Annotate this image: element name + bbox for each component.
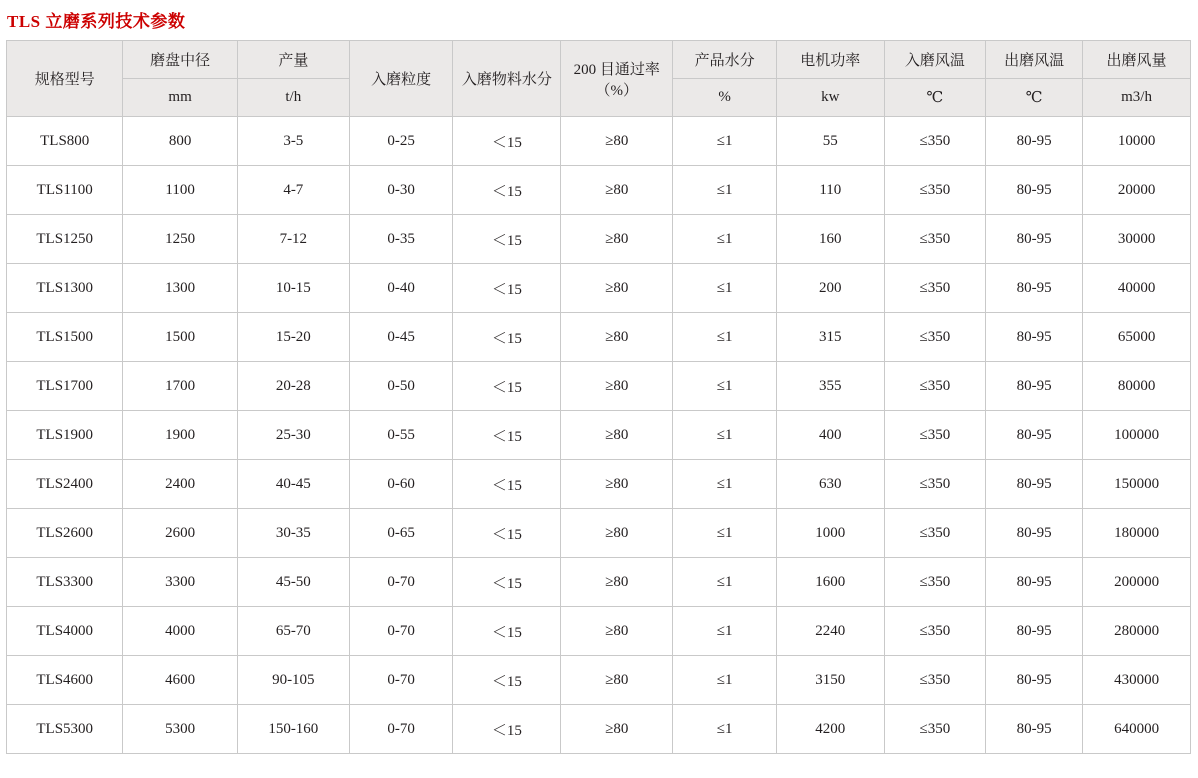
cell-disc-diameter: 800 xyxy=(123,117,237,166)
cell-200mesh-pass-rate: ≥80 xyxy=(561,411,673,460)
table-body xyxy=(7,117,1191,754)
cell-outlet-air-volume: 40000 xyxy=(1083,264,1191,313)
cell-inlet-air-temp: ≤350 xyxy=(884,264,985,313)
cell-product-moisture: ≤1 xyxy=(673,558,777,607)
cell-feed-size: 0-65 xyxy=(349,509,453,558)
cell-model: TLS4600 xyxy=(7,656,123,705)
cell-disc-diameter: 4000 xyxy=(123,607,237,656)
cell-model: TLS1500 xyxy=(7,313,123,362)
header-row-titles xyxy=(7,41,1191,79)
cell-motor-power: 1000 xyxy=(776,509,884,558)
cell-product-moisture: ≤1 xyxy=(673,215,777,264)
cell-inlet-air-temp: ≤350 xyxy=(884,166,985,215)
cell-outlet-air-temp: 80-95 xyxy=(986,264,1083,313)
cell-200mesh-pass-rate: ≥80 xyxy=(561,558,673,607)
cell-outlet-air-temp: 80-95 xyxy=(986,313,1083,362)
cell-product-moisture: ≤1 xyxy=(673,313,777,362)
cell-capacity: 7-12 xyxy=(237,215,349,264)
cell-motor-power: 2240 xyxy=(776,607,884,656)
cell-outlet-air-volume: 150000 xyxy=(1083,460,1191,509)
cell-outlet-air-volume: 30000 xyxy=(1083,215,1191,264)
cell-200mesh-pass-rate: ≥80 xyxy=(561,166,673,215)
cell-inlet-air-temp: ≤350 xyxy=(884,607,985,656)
cell-motor-power: 1600 xyxy=(776,558,884,607)
unit-inlet-air-temp: ℃ xyxy=(884,79,985,117)
cell-outlet-air-volume: 10000 xyxy=(1083,117,1191,166)
cell-capacity: 45-50 xyxy=(237,558,349,607)
cell-product-moisture: ≤1 xyxy=(673,264,777,313)
table-row xyxy=(7,411,1191,460)
unit-motor-power: kw xyxy=(776,79,884,117)
cell-200mesh-pass-rate: ≥80 xyxy=(561,656,673,705)
cell-inlet-air-temp: ≤350 xyxy=(884,215,985,264)
table-header xyxy=(7,41,1191,117)
cell-outlet-air-volume: 65000 xyxy=(1083,313,1191,362)
cell-model: TLS2400 xyxy=(7,460,123,509)
column-header-model: 规格型号 xyxy=(7,41,123,117)
table-row xyxy=(7,607,1191,656)
cell-product-moisture: ≤1 xyxy=(673,411,777,460)
table-row xyxy=(7,166,1191,215)
cell-inlet-air-temp: ≤350 xyxy=(884,509,985,558)
cell-outlet-air-temp: 80-95 xyxy=(986,117,1083,166)
cell-product-moisture: ≤1 xyxy=(673,460,777,509)
cell-inlet-air-temp: ≤350 xyxy=(884,656,985,705)
cell-disc-diameter: 2600 xyxy=(123,509,237,558)
cell-outlet-air-volume: 200000 xyxy=(1083,558,1191,607)
cell-motor-power: 110 xyxy=(776,166,884,215)
cell-disc-diameter: 5300 xyxy=(123,705,237,754)
cell-product-moisture: ≤1 xyxy=(673,607,777,656)
column-header-inlet-air-temp: 入磨风温 xyxy=(884,41,985,79)
cell-200mesh-pass-rate: ≥80 xyxy=(561,215,673,264)
specifications-table xyxy=(6,40,1191,754)
cell-product-moisture: ≤1 xyxy=(673,656,777,705)
cell-outlet-air-temp: 80-95 xyxy=(986,460,1083,509)
cell-model: TLS1250 xyxy=(7,215,123,264)
cell-outlet-air-temp: 80-95 xyxy=(986,362,1083,411)
table-row xyxy=(7,656,1191,705)
unit-disc-diameter: mm xyxy=(123,79,237,117)
cell-motor-power: 630 xyxy=(776,460,884,509)
cell-model: TLS1700 xyxy=(7,362,123,411)
cell-model: TLS1100 xyxy=(7,166,123,215)
cell-motor-power: 355 xyxy=(776,362,884,411)
cell-outlet-air-volume: 640000 xyxy=(1083,705,1191,754)
cell-200mesh-pass-rate: ≥80 xyxy=(561,264,673,313)
cell-inlet-air-temp: ≤350 xyxy=(884,313,985,362)
cell-feed-size: 0-35 xyxy=(349,215,453,264)
cell-feed-moisture: ＜15 xyxy=(453,656,561,705)
cell-200mesh-pass-rate: ≥80 xyxy=(561,607,673,656)
table-row xyxy=(7,460,1191,509)
table-row xyxy=(7,509,1191,558)
cell-capacity: 15-20 xyxy=(237,313,349,362)
cell-feed-moisture: ＜15 xyxy=(453,460,561,509)
cell-capacity: 65-70 xyxy=(237,607,349,656)
cell-feed-size: 0-60 xyxy=(349,460,453,509)
cell-outlet-air-volume: 430000 xyxy=(1083,656,1191,705)
table-row xyxy=(7,705,1191,754)
cell-outlet-air-temp: 80-95 xyxy=(986,166,1083,215)
cell-disc-diameter: 2400 xyxy=(123,460,237,509)
cell-capacity: 4-7 xyxy=(237,166,349,215)
cell-product-moisture: ≤1 xyxy=(673,509,777,558)
cell-200mesh-pass-rate: ≥80 xyxy=(561,460,673,509)
cell-disc-diameter: 1250 xyxy=(123,215,237,264)
cell-disc-diameter: 1300 xyxy=(123,264,237,313)
cell-200mesh-pass-rate: ≥80 xyxy=(561,509,673,558)
cell-outlet-air-volume: 100000 xyxy=(1083,411,1191,460)
cell-200mesh-pass-rate: ≥80 xyxy=(561,362,673,411)
cell-model: TLS1900 xyxy=(7,411,123,460)
table-row xyxy=(7,313,1191,362)
cell-motor-power: 3150 xyxy=(776,656,884,705)
cell-feed-size: 0-55 xyxy=(349,411,453,460)
cell-disc-diameter: 1500 xyxy=(123,313,237,362)
cell-outlet-air-temp: 80-95 xyxy=(986,607,1083,656)
cell-feed-size: 0-70 xyxy=(349,656,453,705)
cell-product-moisture: ≤1 xyxy=(673,362,777,411)
cell-inlet-air-temp: ≤350 xyxy=(884,705,985,754)
column-header-motor-power: 电机功率 xyxy=(776,41,884,79)
column-header-feed-size: 入磨粒度 xyxy=(349,41,453,117)
cell-capacity: 30-35 xyxy=(237,509,349,558)
cell-feed-moisture: ＜15 xyxy=(453,215,561,264)
unit-capacity: t/h xyxy=(237,79,349,117)
cell-feed-moisture: ＜15 xyxy=(453,264,561,313)
cell-feed-size: 0-45 xyxy=(349,313,453,362)
cell-feed-moisture: ＜15 xyxy=(453,509,561,558)
cell-feed-size: 0-70 xyxy=(349,607,453,656)
column-header-outlet-air-volume: 出磨风量 xyxy=(1083,41,1191,79)
cell-model: TLS3300 xyxy=(7,558,123,607)
cell-product-moisture: ≤1 xyxy=(673,117,777,166)
cell-disc-diameter: 1700 xyxy=(123,362,237,411)
table-row xyxy=(7,362,1191,411)
cell-200mesh-pass-rate: ≥80 xyxy=(561,117,673,166)
cell-outlet-air-volume: 280000 xyxy=(1083,607,1191,656)
column-header-200mesh-pass-rate: 200 目通过率（%） xyxy=(561,41,673,117)
cell-model: TLS2600 xyxy=(7,509,123,558)
column-header-product-moisture: 产品水分 xyxy=(673,41,777,79)
cell-outlet-air-temp: 80-95 xyxy=(986,705,1083,754)
page-title: TLS 立磨系列技术参数 xyxy=(7,12,186,31)
cell-motor-power: 4200 xyxy=(776,705,884,754)
cell-disc-diameter: 3300 xyxy=(123,558,237,607)
cell-outlet-air-temp: 80-95 xyxy=(986,656,1083,705)
cell-feed-moisture: ＜15 xyxy=(453,705,561,754)
cell-capacity: 10-15 xyxy=(237,264,349,313)
unit-product-moisture: % xyxy=(673,79,777,117)
cell-motor-power: 55 xyxy=(776,117,884,166)
cell-feed-size: 0-70 xyxy=(349,558,453,607)
cell-motor-power: 160 xyxy=(776,215,884,264)
column-header-feed-moisture: 入磨物料水分 xyxy=(453,41,561,117)
unit-outlet-air-temp: ℃ xyxy=(986,79,1083,117)
cell-model: TLS5300 xyxy=(7,705,123,754)
cell-200mesh-pass-rate: ≥80 xyxy=(561,313,673,362)
cell-motor-power: 400 xyxy=(776,411,884,460)
cell-motor-power: 200 xyxy=(776,264,884,313)
cell-capacity: 3-5 xyxy=(237,117,349,166)
cell-feed-moisture: ＜15 xyxy=(453,558,561,607)
table-row xyxy=(7,264,1191,313)
cell-outlet-air-temp: 80-95 xyxy=(986,558,1083,607)
cell-model: TLS4000 xyxy=(7,607,123,656)
cell-inlet-air-temp: ≤350 xyxy=(884,362,985,411)
cell-disc-diameter: 1900 xyxy=(123,411,237,460)
cell-disc-diameter: 4600 xyxy=(123,656,237,705)
cell-capacity: 150-160 xyxy=(237,705,349,754)
column-header-capacity: 产量 xyxy=(237,41,349,79)
cell-outlet-air-temp: 80-95 xyxy=(986,215,1083,264)
cell-disc-diameter: 1100 xyxy=(123,166,237,215)
cell-capacity: 20-28 xyxy=(237,362,349,411)
cell-outlet-air-volume: 80000 xyxy=(1083,362,1191,411)
table-row xyxy=(7,558,1191,607)
cell-feed-moisture: ＜15 xyxy=(453,313,561,362)
column-header-outlet-air-temp: 出磨风温 xyxy=(986,41,1083,79)
table-row xyxy=(7,117,1191,166)
cell-feed-moisture: ＜15 xyxy=(453,362,561,411)
cell-inlet-air-temp: ≤350 xyxy=(884,117,985,166)
cell-outlet-air-temp: 80-95 xyxy=(986,509,1083,558)
column-header-disc-diameter: 磨盘中径 xyxy=(123,41,237,79)
table-row xyxy=(7,215,1191,264)
cell-feed-moisture: ＜15 xyxy=(453,607,561,656)
cell-product-moisture: ≤1 xyxy=(673,705,777,754)
cell-motor-power: 315 xyxy=(776,313,884,362)
cell-capacity: 90-105 xyxy=(237,656,349,705)
cell-feed-size: 0-40 xyxy=(349,264,453,313)
cell-feed-moisture: ＜15 xyxy=(453,411,561,460)
cell-outlet-air-volume: 180000 xyxy=(1083,509,1191,558)
cell-outlet-air-temp: 80-95 xyxy=(986,411,1083,460)
cell-feed-moisture: ＜15 xyxy=(453,166,561,215)
cell-capacity: 25-30 xyxy=(237,411,349,460)
cell-model: TLS1300 xyxy=(7,264,123,313)
cell-200mesh-pass-rate: ≥80 xyxy=(561,705,673,754)
cell-outlet-air-volume: 20000 xyxy=(1083,166,1191,215)
cell-feed-size: 0-70 xyxy=(349,705,453,754)
cell-inlet-air-temp: ≤350 xyxy=(884,411,985,460)
cell-inlet-air-temp: ≤350 xyxy=(884,460,985,509)
unit-outlet-air-volume: m3/h xyxy=(1083,79,1191,117)
cell-product-moisture: ≤1 xyxy=(673,166,777,215)
cell-feed-size: 0-50 xyxy=(349,362,453,411)
cell-feed-moisture: ＜15 xyxy=(453,117,561,166)
cell-feed-size: 0-30 xyxy=(349,166,453,215)
cell-inlet-air-temp: ≤350 xyxy=(884,558,985,607)
cell-capacity: 40-45 xyxy=(237,460,349,509)
cell-feed-size: 0-25 xyxy=(349,117,453,166)
cell-model: TLS800 xyxy=(7,117,123,166)
